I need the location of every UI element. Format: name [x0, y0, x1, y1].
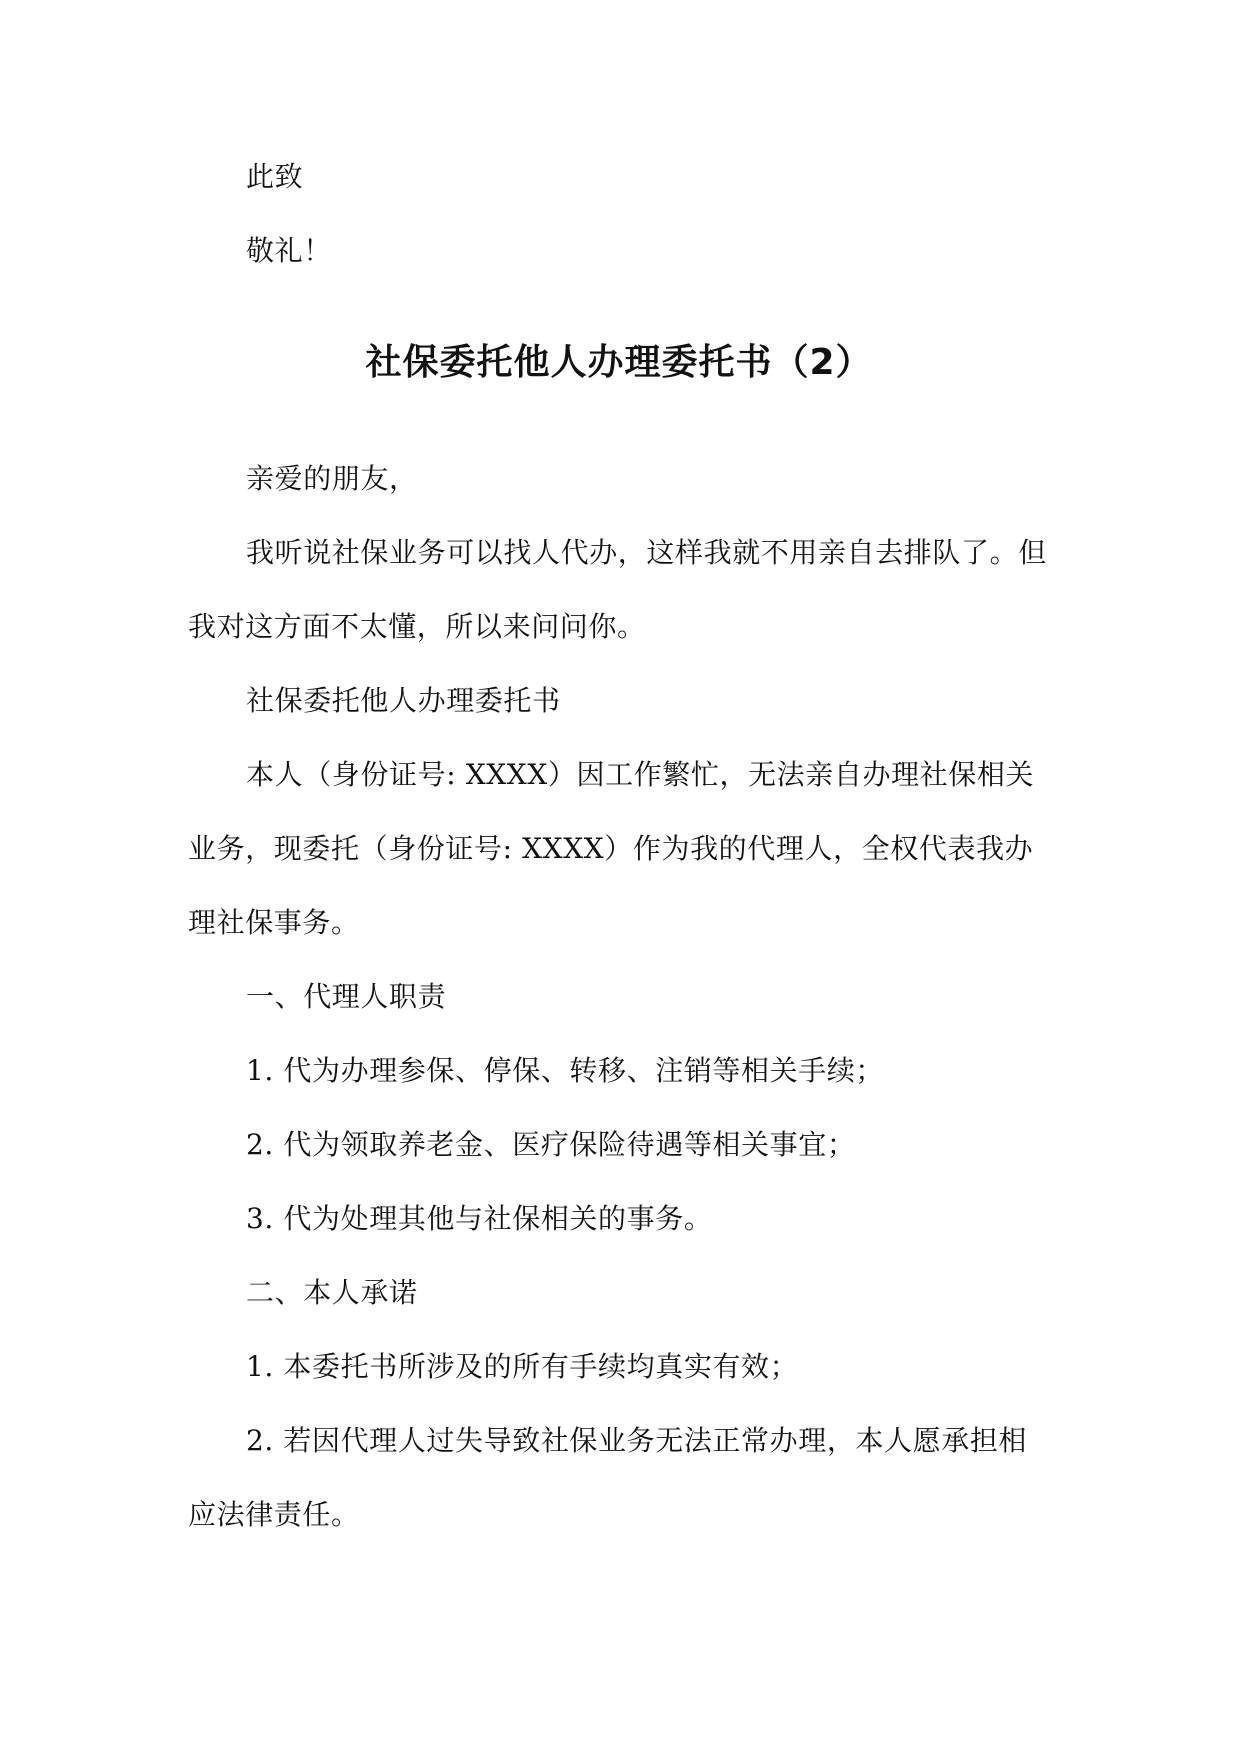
section1-heading: 一、代理人职责 [246, 980, 447, 1013]
section2-item-2: 2. 若因代理人过失导致社保业务无法正常办理，本人愿承担相应法律责任。 [188, 1424, 1028, 1531]
section1-item-2: 2. 代为领取养老金、医疗保险待遇等相关事宜； [246, 1128, 856, 1161]
section2-heading: 二、本人承诺 [246, 1276, 418, 1309]
document-content [188, 140, 1050, 1552]
statement-paragraph: 本人（身份证号: XXXX）因工作繁忙，无法亲自办理社保相关业务，现委托（身份证号: XXXX）作为我的代理人，全权代表我办理社保事务。 [188, 758, 1035, 939]
section2-item-1: 1. 本委托书所涉及的所有手续均真实有效； [246, 1350, 799, 1383]
intro-paragraph: 我听说社保业务可以找人代办，这样我就不用亲自去排队了。但我对这方面不太懂，所以来问问你。 [188, 536, 1047, 643]
section1-item-1: 1. 代为办理参保、停保、转移、注销等相关手续； [246, 1054, 885, 1087]
greeting: 亲爱的朋友， [246, 462, 418, 495]
closing-line-2: 敬礼！ [246, 234, 332, 267]
section1-item-3: 3. 代为处理其他与社保相关的事务。 [246, 1202, 713, 1235]
subtitle: 社保委托他人办理委托书 [246, 684, 561, 717]
closing-line-1: 此致 [246, 160, 304, 193]
document-title: 社保委托他人办理委托书（2） [365, 342, 873, 383]
